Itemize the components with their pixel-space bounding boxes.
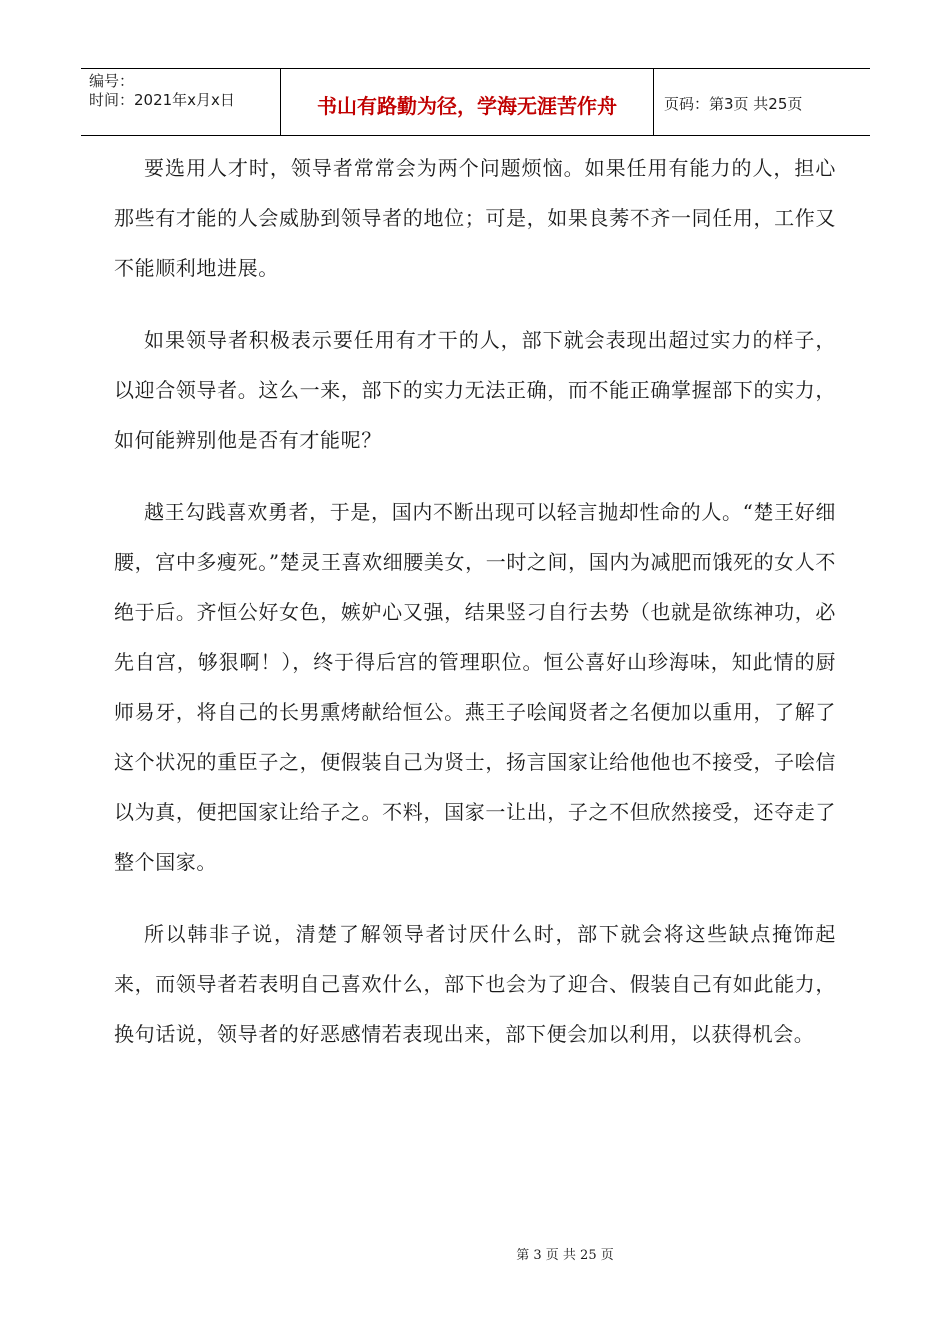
page-footer: 第 3 页 共 25 页 xyxy=(516,1248,614,1263)
paragraph-2: 如果领导者积极表示要任用有才干的人，部下就会表现出超过实力的样子，以迎合领导者。这么一来，部下的实力无法正确，而不能正确掌握部下的实力，如何能辨别他是否有才能呢？ xyxy=(114,328,836,452)
header-meta xyxy=(81,69,281,135)
header-motto: 书山有路勤为径，学海无涯苦作舟 xyxy=(281,69,654,135)
serial-label: 编号： xyxy=(89,72,135,90)
paragraph-1: 要选用人才时，领导者常常会为两个问题烦恼。如果任用有能力的人，担心那些有才能的人会威胁到领导者的地位；可是，如果良莠不齐一同任用，工作又不能顺利地进展。 xyxy=(114,156,836,280)
time-label: 时间：2021年x月x日 xyxy=(89,91,235,109)
document-body xyxy=(114,143,836,1081)
header-page-info: 页码：第3页 共25页 xyxy=(664,94,803,113)
page-header xyxy=(81,68,870,136)
paragraph-4: 所以韩非子说，清楚了解领导者讨厌什么时，部下就会将这些缺点掩饰起来，而领导者若表明自己喜欢什么，部下也会为了迎合、假装自己有如此能力，换句话说，领导者的好恶感情若表现出来，部下便会加以利用，以获得机会。 xyxy=(114,922,836,1046)
paragraph-3: 越王勾践喜欢勇者，于是，国内不断出现可以轻言抛却性命的人。“楚王好细腰，宫中多瘦死。”楚灵王喜欢细腰美女，一时之间，国内为减肥而饿死的女人不绝于后。齐恒公好女色，嫉妒心又强，结果竖刁自行去势（也就是欲练神功，必先自宫，够狠啊！），终于得后宫的管理职位。恒公喜好山珍海味，知此情的厨师易牙，将自己的长男熏烤献给恒公。燕王子哙闻贤者之名便加以重用，了解了这个状况的重臣子之，便假装自己为贤士，扬言国家让给他他也不接受，子哙信以为真，便把国家让给子之。不料，国家一让出，子之不但欣然接受，还夺走了整个国家。 xyxy=(114,500,836,874)
